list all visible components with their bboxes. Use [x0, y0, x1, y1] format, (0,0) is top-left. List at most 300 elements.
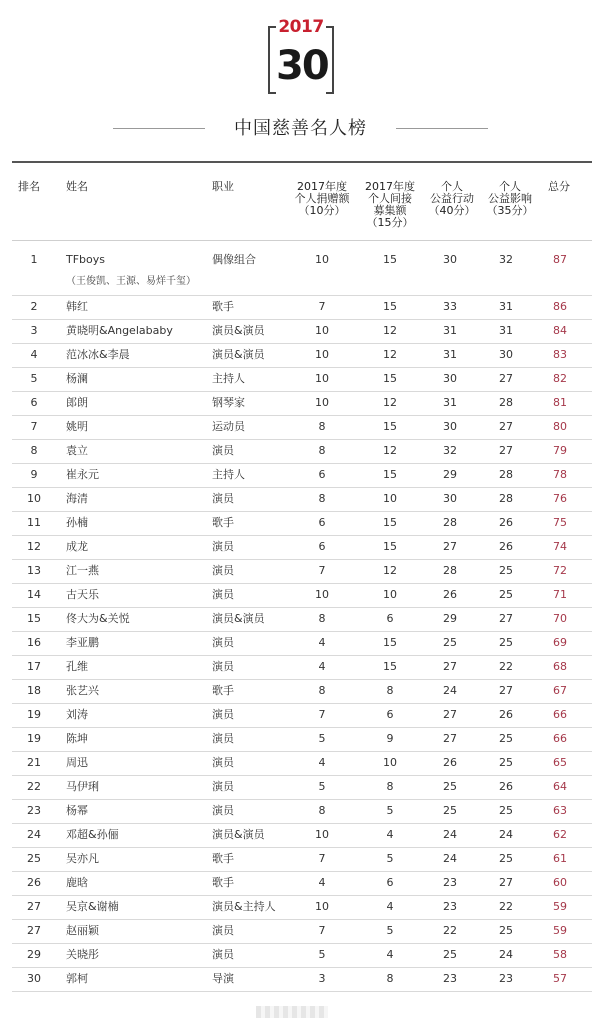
donation-score-cell: 4 — [318, 876, 326, 889]
total-score-cell: 82 — [553, 372, 567, 385]
rank-cell: 30 — [27, 972, 41, 985]
header-donation-line: （10分） — [298, 204, 346, 217]
action-score-cell: 29 — [443, 468, 457, 481]
table-row — [12, 559, 592, 584]
indirect-score-cell: 12 — [383, 324, 397, 337]
influence-score-cell: 25 — [499, 852, 513, 865]
job-cell: 演员 — [212, 732, 234, 745]
influence-score-cell: 32 — [499, 253, 513, 266]
job-cell: 演员&演员 — [212, 348, 265, 361]
influence-score-cell: 27 — [499, 372, 513, 385]
job-cell: 偶像组合 — [212, 253, 256, 266]
page-title: 中国慈善名人榜 — [234, 118, 367, 139]
indirect-score-cell: 6 — [386, 876, 394, 889]
job-cell: 歌手 — [212, 876, 234, 889]
table-row — [12, 751, 592, 776]
job-cell: 歌手 — [212, 516, 234, 529]
influence-score-cell: 28 — [499, 492, 513, 505]
header-rank: 排名 — [18, 180, 40, 193]
action-score-cell: 27 — [443, 660, 457, 673]
rank-cell: 10 — [27, 492, 41, 505]
action-score-cell: 29 — [443, 612, 457, 625]
donation-score-cell: 10 — [315, 253, 329, 266]
rank-cell: 6 — [30, 396, 38, 409]
total-score-cell: 57 — [553, 972, 567, 985]
rank-cell: 29 — [27, 948, 41, 961]
action-score-cell: 32 — [443, 444, 457, 457]
job-cell: 演员 — [212, 708, 234, 721]
job-cell: 钢琴家 — [212, 396, 245, 409]
job-cell: 歌手 — [212, 684, 234, 697]
name-cell: 崔永元 — [66, 468, 99, 481]
action-score-cell: 25 — [443, 804, 457, 817]
table-row — [12, 871, 592, 896]
name-cell: 江一燕 — [66, 564, 99, 577]
header-influence-line: （35分） — [486, 204, 534, 217]
name-cell: TFboys — [66, 253, 105, 266]
table-row — [12, 295, 592, 320]
total-score-cell: 66 — [553, 732, 567, 745]
table-row — [12, 775, 592, 800]
job-cell: 演员 — [212, 636, 234, 649]
job-cell: 演员 — [212, 924, 234, 937]
action-score-cell: 30 — [443, 253, 457, 266]
donation-score-cell: 7 — [318, 708, 326, 721]
name-cell: 范冰冰&李晨 — [66, 348, 130, 361]
rank-cell: 5 — [30, 372, 38, 385]
total-score-cell: 67 — [553, 684, 567, 697]
name-cell: 张艺兴 — [66, 684, 99, 697]
indirect-score-cell: 8 — [386, 780, 394, 793]
name-cell: 姚明 — [66, 420, 88, 433]
total-score-cell: 80 — [553, 420, 567, 433]
action-score-cell: 24 — [443, 684, 457, 697]
donation-score-cell: 10 — [315, 396, 329, 409]
name-cell: 袁立 — [66, 444, 88, 457]
total-score-cell: 78 — [553, 468, 567, 481]
indirect-score-cell: 6 — [386, 612, 394, 625]
total-score-cell: 63 — [553, 804, 567, 817]
indirect-score-cell: 9 — [386, 732, 394, 745]
rank-cell: 1 — [30, 253, 38, 266]
header-indirect-line: 2017年度 — [365, 180, 415, 193]
job-cell: 演员 — [212, 444, 234, 457]
influence-score-cell: 25 — [499, 804, 513, 817]
action-score-cell: 28 — [443, 516, 457, 529]
influence-score-cell: 28 — [499, 396, 513, 409]
influence-score-cell: 26 — [499, 780, 513, 793]
donation-score-cell: 4 — [318, 660, 326, 673]
action-score-cell: 30 — [443, 372, 457, 385]
rank-cell: 19 — [27, 708, 41, 721]
indirect-score-cell: 10 — [383, 756, 397, 769]
job-cell: 演员 — [212, 540, 234, 553]
indirect-score-cell: 4 — [386, 948, 394, 961]
indirect-score-cell: 8 — [386, 684, 394, 697]
donation-score-cell: 10 — [315, 588, 329, 601]
job-cell: 演员&主持人 — [212, 900, 276, 913]
influence-score-cell: 28 — [499, 468, 513, 481]
table-row — [12, 343, 592, 368]
indirect-score-cell: 10 — [383, 588, 397, 601]
influence-score-cell: 25 — [499, 756, 513, 769]
rank-cell: 17 — [27, 660, 41, 673]
donation-score-cell: 8 — [318, 492, 326, 505]
donation-score-cell: 8 — [318, 444, 326, 457]
action-score-cell: 30 — [443, 492, 457, 505]
influence-score-cell: 24 — [499, 828, 513, 841]
table-row — [12, 655, 592, 680]
job-cell: 演员 — [212, 804, 234, 817]
indirect-score-cell: 15 — [383, 540, 397, 553]
donation-score-cell: 10 — [315, 372, 329, 385]
influence-score-cell: 30 — [499, 348, 513, 361]
influence-score-cell: 25 — [499, 636, 513, 649]
rank-cell: 11 — [27, 516, 41, 529]
rank-cell: 4 — [30, 348, 38, 361]
name-cell: 韩红 — [66, 300, 88, 313]
table-row — [12, 847, 592, 872]
indirect-score-cell: 6 — [386, 708, 394, 721]
job-cell: 主持人 — [212, 468, 245, 481]
total-score-cell: 62 — [553, 828, 567, 841]
indirect-score-cell: 12 — [383, 348, 397, 361]
name-cell: 佟大为&关悦 — [66, 612, 130, 625]
rank-cell: 23 — [27, 804, 41, 817]
logo-year: 2017 — [276, 18, 326, 36]
influence-score-cell: 26 — [499, 540, 513, 553]
donation-score-cell: 7 — [318, 924, 326, 937]
table-row — [12, 967, 592, 992]
indirect-score-cell: 15 — [383, 516, 397, 529]
influence-score-cell: 22 — [499, 900, 513, 913]
name-cell: 古天乐 — [66, 588, 99, 601]
name-cell: 鹿晗 — [66, 876, 88, 889]
influence-score-cell: 25 — [499, 588, 513, 601]
name-cell: 关晓彤 — [66, 948, 99, 961]
action-score-cell: 30 — [443, 420, 457, 433]
indirect-score-cell: 15 — [383, 420, 397, 433]
donation-score-cell: 7 — [318, 300, 326, 313]
indirect-score-cell: 5 — [386, 924, 394, 937]
rank-cell: 16 — [27, 636, 41, 649]
name-cell: 周迅 — [66, 756, 88, 769]
indirect-score-cell: 5 — [386, 852, 394, 865]
logo-number: 30 — [276, 43, 328, 89]
header-indirect — [360, 181, 420, 229]
total-score-cell: 74 — [553, 540, 567, 553]
table-row — [12, 943, 592, 968]
total-score-cell: 76 — [553, 492, 567, 505]
rank-cell: 19 — [27, 732, 41, 745]
header-total: 总分 — [548, 180, 570, 193]
influence-score-cell: 23 — [499, 972, 513, 985]
header-action-line: 个人 — [441, 180, 463, 193]
rank-cell: 2 — [30, 300, 38, 313]
total-score-cell: 87 — [553, 253, 567, 266]
table-row — [12, 895, 592, 920]
total-score-cell: 79 — [553, 444, 567, 457]
blurred-watermark — [256, 1006, 328, 1018]
influence-score-cell: 27 — [499, 420, 513, 433]
rank-cell: 27 — [27, 900, 41, 913]
name-cell: 海清 — [66, 492, 88, 505]
table-row — [12, 631, 592, 656]
indirect-score-cell: 5 — [386, 804, 394, 817]
action-score-cell: 23 — [443, 972, 457, 985]
influence-score-cell: 24 — [499, 948, 513, 961]
name-cell: 马伊琍 — [66, 780, 99, 793]
action-score-cell: 31 — [443, 324, 457, 337]
influence-score-cell: 27 — [499, 876, 513, 889]
action-score-cell: 24 — [443, 852, 457, 865]
header-rule — [12, 240, 592, 241]
table-row — [12, 703, 592, 728]
influence-score-cell: 31 — [499, 324, 513, 337]
total-score-cell: 68 — [553, 660, 567, 673]
rank-cell: 14 — [27, 588, 41, 601]
table-row — [12, 679, 592, 704]
indirect-score-cell: 15 — [383, 253, 397, 266]
title-divider-right — [396, 128, 488, 129]
header-donation — [292, 181, 352, 217]
rank-cell: 24 — [27, 828, 41, 841]
header-indirect-line: 个人间接 — [368, 192, 412, 205]
indirect-score-cell: 10 — [383, 492, 397, 505]
total-score-cell: 75 — [553, 516, 567, 529]
table-row — [12, 319, 592, 344]
action-score-cell: 25 — [443, 636, 457, 649]
total-score-cell: 72 — [553, 564, 567, 577]
action-score-cell: 24 — [443, 828, 457, 841]
job-cell: 演员 — [212, 948, 234, 961]
action-score-cell: 33 — [443, 300, 457, 313]
name-cell: 黄晓明&Angelababy — [66, 324, 173, 337]
header-action-line: （40分） — [428, 204, 476, 217]
action-score-cell: 27 — [443, 540, 457, 553]
job-cell: 演员&演员 — [212, 828, 265, 841]
donation-score-cell: 10 — [315, 348, 329, 361]
donation-score-cell: 5 — [318, 780, 326, 793]
influence-score-cell: 25 — [499, 732, 513, 745]
indirect-score-cell: 12 — [383, 564, 397, 577]
action-score-cell: 26 — [443, 756, 457, 769]
action-score-cell: 28 — [443, 564, 457, 577]
name-cell: 郎朗 — [66, 396, 88, 409]
donation-score-cell: 10 — [315, 828, 329, 841]
total-score-cell: 65 — [553, 756, 567, 769]
table-row — [12, 607, 592, 632]
total-score-cell: 58 — [553, 948, 567, 961]
influence-score-cell: 26 — [499, 516, 513, 529]
name-cell: 杨幂 — [66, 804, 88, 817]
name-cell: 郭柯 — [66, 972, 88, 985]
table-row — [12, 583, 592, 608]
job-cell: 演员 — [212, 756, 234, 769]
job-cell: 运动员 — [212, 420, 245, 433]
table-row — [12, 463, 592, 488]
action-score-cell: 23 — [443, 876, 457, 889]
rank-cell: 7 — [30, 420, 38, 433]
donation-score-cell: 10 — [315, 900, 329, 913]
indirect-score-cell: 15 — [383, 468, 397, 481]
name-cell: 孙楠 — [66, 516, 88, 529]
rank-cell: 26 — [27, 876, 41, 889]
job-cell: 演员&演员 — [212, 324, 265, 337]
header-name: 姓名 — [66, 180, 88, 193]
total-score-cell: 83 — [553, 348, 567, 361]
table-row — [12, 415, 592, 440]
table-row — [12, 487, 592, 512]
name-cell: 陈坤 — [66, 732, 88, 745]
total-score-cell: 64 — [553, 780, 567, 793]
title-row — [0, 116, 600, 142]
job-cell: 演员 — [212, 660, 234, 673]
donation-score-cell: 8 — [318, 612, 326, 625]
name-cell: 赵丽颖 — [66, 924, 99, 937]
influence-score-cell: 26 — [499, 708, 513, 721]
table-row — [12, 439, 592, 464]
table-row — [12, 367, 592, 392]
donation-score-cell: 6 — [318, 540, 326, 553]
header-donation-line: 个人捐赠额 — [294, 192, 350, 205]
header-influence — [480, 181, 540, 217]
total-score-cell: 59 — [553, 924, 567, 937]
indirect-score-cell: 4 — [386, 828, 394, 841]
influence-score-cell: 27 — [499, 444, 513, 457]
donation-score-cell: 5 — [318, 948, 326, 961]
table-row — [12, 391, 592, 416]
action-score-cell: 25 — [443, 948, 457, 961]
donation-score-cell: 3 — [318, 972, 326, 985]
job-cell: 演员 — [212, 588, 234, 601]
header-influence-line: 个人 — [499, 180, 521, 193]
indirect-score-cell: 4 — [386, 900, 394, 913]
donation-score-cell: 4 — [318, 756, 326, 769]
rank-cell: 21 — [27, 756, 41, 769]
name-cell: 李亚鹏 — [66, 636, 99, 649]
indirect-score-cell: 15 — [383, 636, 397, 649]
job-cell: 歌手 — [212, 852, 234, 865]
total-score-cell: 84 — [553, 324, 567, 337]
total-score-cell: 81 — [553, 396, 567, 409]
title-divider-left — [113, 128, 205, 129]
header-donation-line: 2017年度 — [297, 180, 347, 193]
rank-cell: 8 — [30, 444, 38, 457]
table-top-rule — [12, 161, 592, 163]
indirect-score-cell: 15 — [383, 300, 397, 313]
name-cell: 吴亦凡 — [66, 852, 99, 865]
donation-score-cell: 7 — [318, 564, 326, 577]
job-cell: 歌手 — [212, 300, 234, 313]
rank-cell: 18 — [27, 684, 41, 697]
header-indirect-line: （15分） — [366, 216, 414, 229]
name-cell: 吴京&谢楠 — [66, 900, 119, 913]
donation-score-cell: 7 — [318, 852, 326, 865]
influence-score-cell: 22 — [499, 660, 513, 673]
job-cell: 导演 — [212, 972, 234, 985]
indirect-score-cell: 15 — [383, 372, 397, 385]
job-cell: 演员&演员 — [212, 612, 265, 625]
rank-cell: 13 — [27, 564, 41, 577]
donation-score-cell: 8 — [318, 684, 326, 697]
rank-cell: 12 — [27, 540, 41, 553]
total-score-cell: 70 — [553, 612, 567, 625]
job-cell: 演员 — [212, 780, 234, 793]
action-score-cell: 27 — [443, 732, 457, 745]
action-score-cell: 23 — [443, 900, 457, 913]
indirect-score-cell: 15 — [383, 660, 397, 673]
donation-score-cell: 6 — [318, 516, 326, 529]
total-score-cell: 59 — [553, 900, 567, 913]
header-indirect-line: 募集额 — [373, 204, 407, 217]
action-score-cell: 25 — [443, 780, 457, 793]
job-cell: 演员 — [212, 564, 234, 577]
action-score-cell: 26 — [443, 588, 457, 601]
table-row — [12, 535, 592, 560]
influence-score-cell: 31 — [499, 300, 513, 313]
job-cell: 演员 — [212, 492, 234, 505]
total-score-cell: 61 — [553, 852, 567, 865]
rank-cell: 15 — [27, 612, 41, 625]
rank-cell: 3 — [30, 324, 38, 337]
donation-score-cell: 6 — [318, 468, 326, 481]
donation-score-cell: 4 — [318, 636, 326, 649]
logo-bracket-left — [268, 26, 276, 94]
total-score-cell: 71 — [553, 588, 567, 601]
table-row — [12, 799, 592, 824]
donation-score-cell: 5 — [318, 732, 326, 745]
rank-cell: 9 — [30, 468, 38, 481]
action-score-cell: 22 — [443, 924, 457, 937]
header-influence-line: 公益影响 — [488, 192, 532, 205]
rank-cell: 27 — [27, 924, 41, 937]
total-score-cell: 69 — [553, 636, 567, 649]
total-score-cell: 60 — [553, 876, 567, 889]
table-row — [12, 919, 592, 944]
action-score-cell: 31 — [443, 348, 457, 361]
influence-score-cell: 25 — [499, 564, 513, 577]
header-action-line: 公益行动 — [430, 192, 474, 205]
name-cell: 孔维 — [66, 660, 88, 673]
action-score-cell: 27 — [443, 708, 457, 721]
indirect-score-cell: 12 — [383, 396, 397, 409]
donation-score-cell: 8 — [318, 420, 326, 433]
name-cell: 邓超&孙俪 — [66, 828, 119, 841]
influence-score-cell: 27 — [499, 684, 513, 697]
header-job: 职业 — [212, 180, 234, 193]
total-score-cell: 86 — [553, 300, 567, 313]
table-row — [12, 511, 592, 536]
donation-score-cell: 10 — [315, 324, 329, 337]
donation-score-cell: 8 — [318, 804, 326, 817]
indirect-score-cell: 8 — [386, 972, 394, 985]
name-subtitle: （王俊凯、王源、易烊千玺） — [66, 276, 196, 287]
header-action — [424, 181, 480, 217]
indirect-score-cell: 12 — [383, 444, 397, 457]
rank-cell: 22 — [27, 780, 41, 793]
influence-score-cell: 27 — [499, 612, 513, 625]
name-cell: 杨澜 — [66, 372, 88, 385]
job-cell: 主持人 — [212, 372, 245, 385]
ranking-logo — [268, 18, 334, 96]
table-row — [12, 823, 592, 848]
influence-score-cell: 25 — [499, 924, 513, 937]
action-score-cell: 31 — [443, 396, 457, 409]
name-cell: 成龙 — [66, 540, 88, 553]
table-row — [12, 727, 592, 752]
table-row — [12, 247, 592, 296]
